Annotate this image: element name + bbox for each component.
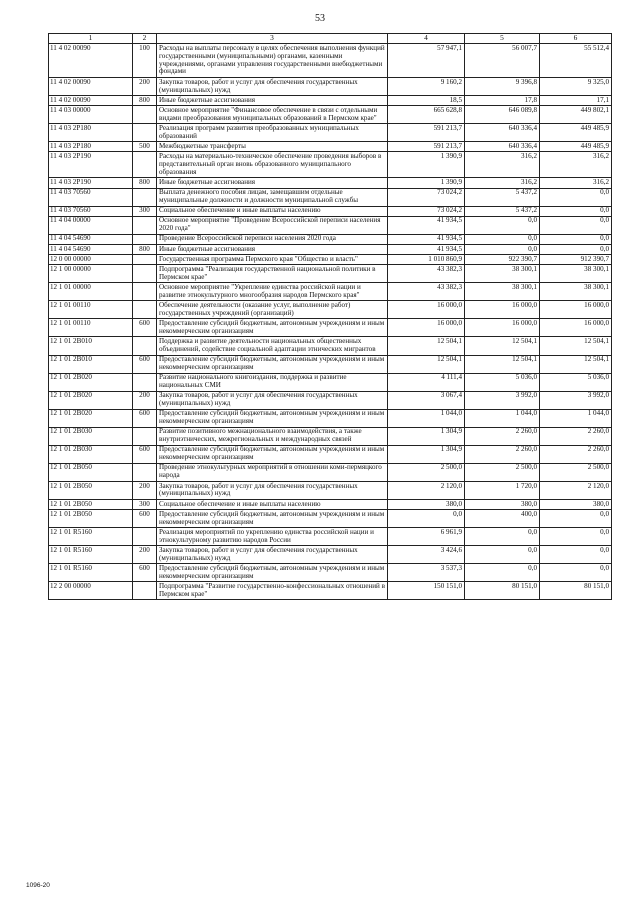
table-row <box>49 337 612 355</box>
table-row <box>49 106 612 124</box>
row-expense-type-cell: 600 <box>133 319 157 337</box>
row-name-cell: Поддержка и развитие деятельности национальных общественных объединений, содействие социальной адаптации этнических мигрантов <box>157 337 388 355</box>
header-cell-year2: 5 <box>465 34 540 44</box>
header-cell-year1: 4 <box>388 34 465 44</box>
row-value-year3-cell: 1 044,0 <box>540 409 612 427</box>
table-row <box>49 319 612 337</box>
row-code-cell: 12 1 01 2B030 <box>49 427 133 445</box>
row-name-cell: Закупка товаров, работ и услуг для обеспечения государственных (муниципальных) нужд <box>157 546 388 564</box>
row-value-year2-cell: 9 396,8 <box>465 78 540 96</box>
table-row <box>49 500 612 510</box>
row-code-cell: 12 1 01 R5160 <box>49 528 133 546</box>
row-value-year2-cell: 922 390,7 <box>465 255 540 265</box>
table-row <box>49 391 612 409</box>
row-expense-type-cell <box>133 124 157 142</box>
table-row <box>49 142 612 152</box>
row-value-year2-cell: 0,0 <box>465 528 540 546</box>
row-name-cell: Иные бюджетные ассигнования <box>157 244 388 254</box>
row-value-year3-cell: 912 390,7 <box>540 255 612 265</box>
row-name-cell: Иные бюджетные ассигнования <box>157 96 388 106</box>
row-value-year1-cell: 73 024,2 <box>388 188 465 206</box>
row-value-year1-cell: 41 934,5 <box>388 244 465 254</box>
row-value-year2-cell: 0,0 <box>465 216 540 234</box>
row-value-year1-cell: 1 010 860,9 <box>388 255 465 265</box>
row-value-year1-cell: 43 382,3 <box>388 283 465 301</box>
table-row <box>49 206 612 216</box>
row-expense-type-cell <box>133 234 157 244</box>
row-name-cell: Предоставление субсидий бюджетным, автономным учреждениям и иным некоммерческим организациям <box>157 445 388 463</box>
row-expense-type-cell <box>133 106 157 124</box>
row-expense-type-cell <box>133 337 157 355</box>
row-expense-type-cell <box>133 528 157 546</box>
header-cell-code: 1 <box>49 34 133 44</box>
row-value-year3-cell: 0,0 <box>540 188 612 206</box>
row-value-year2-cell: 5 437,2 <box>465 206 540 216</box>
row-value-year2-cell: 1 044,0 <box>465 409 540 427</box>
row-value-year1-cell: 1 390,9 <box>388 178 465 188</box>
row-name-cell: Проведение Всероссийской переписи населения 2020 года <box>157 234 388 244</box>
row-value-year2-cell: 0,0 <box>465 546 540 564</box>
row-code-cell: 11 4 03 00000 <box>49 106 133 124</box>
row-value-year3-cell: 12 504,1 <box>540 337 612 355</box>
table-row <box>49 510 612 528</box>
row-value-year1-cell: 9 160,2 <box>388 78 465 96</box>
row-value-year1-cell: 16 000,0 <box>388 319 465 337</box>
row-value-year1-cell: 16 000,0 <box>388 301 465 319</box>
table-row <box>49 546 612 564</box>
table-row <box>49 124 612 142</box>
row-value-year3-cell: 380,0 <box>540 500 612 510</box>
row-value-year3-cell: 316,2 <box>540 152 612 178</box>
header-cell-name: 3 <box>157 34 388 44</box>
row-expense-type-cell <box>133 301 157 319</box>
row-code-cell: 11 4 03 2P180 <box>49 142 133 152</box>
row-code-cell: 12 1 01 00000 <box>49 283 133 301</box>
row-name-cell: Социальное обеспечение и иные выплаты населению <box>157 206 388 216</box>
row-value-year2-cell: 2 500,0 <box>465 463 540 481</box>
row-code-cell: 11 4 02 00090 <box>49 96 133 106</box>
row-name-cell: Развитие позитивного межнационального взаимодействия, а также внутриэтнических, межрегиональных и международных связей <box>157 427 388 445</box>
row-value-year2-cell: 0,0 <box>465 244 540 254</box>
row-code-cell: 12 1 01 2B010 <box>49 337 133 355</box>
table-row <box>49 244 612 254</box>
row-expense-type-cell: 200 <box>133 546 157 564</box>
row-value-year2-cell: 3 992,0 <box>465 391 540 409</box>
row-value-year3-cell: 0,0 <box>540 546 612 564</box>
row-name-cell: Социальное обеспечение и иные выплаты населению <box>157 500 388 510</box>
row-code-cell: 11 4 03 70560 <box>49 206 133 216</box>
table-row <box>49 528 612 546</box>
row-value-year3-cell: 16 000,0 <box>540 301 612 319</box>
row-value-year2-cell: 2 260,0 <box>465 445 540 463</box>
row-code-cell: 11 4 03 2P180 <box>49 124 133 142</box>
row-value-year2-cell: 5 437,2 <box>465 188 540 206</box>
row-code-cell: 12 1 01 2B050 <box>49 463 133 481</box>
row-name-cell: Выплата денежного пособия лицам, замещавшим отдельные муниципальные должности и должности муниципальной службы <box>157 188 388 206</box>
row-code-cell: 11 4 04 54690 <box>49 244 133 254</box>
row-value-year3-cell: 0,0 <box>540 216 612 234</box>
row-expense-type-cell <box>133 188 157 206</box>
row-value-year2-cell: 16 000,0 <box>465 319 540 337</box>
row-value-year1-cell: 3 067,4 <box>388 391 465 409</box>
row-value-year3-cell: 5 036,0 <box>540 373 612 391</box>
row-value-year3-cell: 38 300,1 <box>540 283 612 301</box>
row-value-year2-cell: 316,2 <box>465 178 540 188</box>
row-code-cell: 12 1 01 2B050 <box>49 510 133 528</box>
row-value-year3-cell: 449 485,9 <box>540 124 612 142</box>
table-header-row <box>49 34 612 44</box>
row-name-cell: Подпрограмма "Развитие государственно-конфессиональных отношений в Пермском крае" <box>157 582 388 600</box>
row-code-cell: 12 1 01 R5160 <box>49 564 133 582</box>
row-expense-type-cell <box>133 255 157 265</box>
row-value-year3-cell: 316,2 <box>540 178 612 188</box>
row-value-year1-cell: 1 390,9 <box>388 152 465 178</box>
row-value-year3-cell: 55 512,4 <box>540 44 612 78</box>
row-value-year2-cell: 380,0 <box>465 500 540 510</box>
row-expense-type-cell <box>133 582 157 600</box>
row-value-year2-cell: 17,8 <box>465 96 540 106</box>
row-value-year1-cell: 0,0 <box>388 510 465 528</box>
row-value-year1-cell: 41 934,5 <box>388 234 465 244</box>
row-name-cell: Закупка товаров, работ и услуг для обеспечения государственных (муниципальных) нужд <box>157 78 388 96</box>
row-value-year1-cell: 6 961,9 <box>388 528 465 546</box>
table-row <box>49 265 612 283</box>
row-code-cell: 12 1 01 00110 <box>49 319 133 337</box>
row-value-year2-cell: 5 036,0 <box>465 373 540 391</box>
row-expense-type-cell <box>133 265 157 283</box>
table-row <box>49 44 612 78</box>
row-value-year3-cell: 17,1 <box>540 96 612 106</box>
row-expense-type-cell: 600 <box>133 445 157 463</box>
table-row <box>49 355 612 373</box>
row-name-cell: Реализация мероприятий по укреплению единства российской нации и этнокультурному развитию народов России <box>157 528 388 546</box>
row-expense-type-cell <box>133 427 157 445</box>
row-name-cell: Предоставление субсидий бюджетным, автономным учреждениям и иным некоммерческим организациям <box>157 409 388 427</box>
row-code-cell: 11 4 04 00000 <box>49 216 133 234</box>
row-name-cell: Закупка товаров, работ и услуг для обеспечения государственных (муниципальных) нужд <box>157 391 388 409</box>
table-row <box>49 234 612 244</box>
row-expense-type-cell: 200 <box>133 391 157 409</box>
row-code-cell: 11 4 03 2P190 <box>49 178 133 188</box>
row-name-cell: Государственная программа Пермского края "Общество и власть" <box>157 255 388 265</box>
row-code-cell: 11 4 03 70560 <box>49 188 133 206</box>
row-code-cell: 11 4 02 00090 <box>49 44 133 78</box>
row-value-year3-cell: 2 260,0 <box>540 445 612 463</box>
row-code-cell: 12 1 01 2B050 <box>49 481 133 499</box>
row-value-year1-cell: 12 504,1 <box>388 337 465 355</box>
row-expense-type-cell: 200 <box>133 481 157 499</box>
row-value-year1-cell: 73 024,2 <box>388 206 465 216</box>
row-value-year1-cell: 591 213,7 <box>388 142 465 152</box>
row-name-cell: Подпрограмма "Реализация государственной национальной политики в Пермском крае" <box>157 265 388 283</box>
row-expense-type-cell <box>133 463 157 481</box>
row-name-cell: Предоставление субсидий бюджетным, автономным учреждениям и иным некоммерческим организациям <box>157 510 388 528</box>
row-value-year3-cell: 449 802,1 <box>540 106 612 124</box>
table-row <box>49 427 612 445</box>
row-name-cell: Основное мероприятие "Финансовое обеспечение в связи с отдельными видами преобразования муниципальных образований в Пермском крае" <box>157 106 388 124</box>
header-cell-year3: 6 <box>540 34 612 44</box>
row-value-year3-cell: 9 325,0 <box>540 78 612 96</box>
table-row <box>49 96 612 106</box>
row-code-cell: 12 1 01 2B050 <box>49 500 133 510</box>
table-row <box>49 78 612 96</box>
row-value-year1-cell: 2 120,0 <box>388 481 465 499</box>
row-code-cell: 12 1 01 2B020 <box>49 391 133 409</box>
row-value-year2-cell: 0,0 <box>465 234 540 244</box>
row-value-year3-cell: 0,0 <box>540 206 612 216</box>
row-expense-type-cell: 600 <box>133 564 157 582</box>
header-cell-vr: 2 <box>133 34 157 44</box>
row-value-year3-cell: 0,0 <box>540 528 612 546</box>
row-value-year2-cell: 646 089,8 <box>465 106 540 124</box>
row-value-year2-cell: 80 151,0 <box>465 582 540 600</box>
row-expense-type-cell <box>133 283 157 301</box>
row-value-year3-cell: 449 485,9 <box>540 142 612 152</box>
budget-table <box>48 33 612 600</box>
row-name-cell: Расходы на материально-техническое обеспечение проведения выборов в представительный орган вновь образованного муниципального образования <box>157 152 388 178</box>
row-expense-type-cell: 600 <box>133 510 157 528</box>
row-value-year2-cell: 38 300,1 <box>465 283 540 301</box>
row-value-year3-cell: 0,0 <box>540 510 612 528</box>
row-name-cell: Развитие национального книгоиздания, поддержка и развитие национальных СМИ <box>157 373 388 391</box>
row-expense-type-cell: 800 <box>133 244 157 254</box>
row-value-year1-cell: 4 111,4 <box>388 373 465 391</box>
table-row <box>49 283 612 301</box>
row-expense-type-cell: 100 <box>133 44 157 78</box>
row-value-year1-cell: 1 304,9 <box>388 445 465 463</box>
row-name-cell: Обеспечение деятельности (оказание услуг, выполнение работ) государственных учреждений (организаций) <box>157 301 388 319</box>
row-expense-type-cell: 800 <box>133 96 157 106</box>
row-value-year1-cell: 57 947,1 <box>388 44 465 78</box>
row-expense-type-cell: 500 <box>133 142 157 152</box>
row-value-year1-cell: 3 537,3 <box>388 564 465 582</box>
row-value-year2-cell: 38 300,1 <box>465 265 540 283</box>
row-value-year2-cell: 0,0 <box>465 564 540 582</box>
row-code-cell: 11 4 04 54690 <box>49 234 133 244</box>
row-value-year3-cell: 0,0 <box>540 564 612 582</box>
footer-document-code: 1096-20 <box>26 882 50 889</box>
row-value-year3-cell: 16 000,0 <box>540 319 612 337</box>
row-value-year3-cell: 2 120,0 <box>540 481 612 499</box>
table-row <box>49 152 612 178</box>
page-number: 53 <box>315 13 325 24</box>
row-value-year2-cell: 16 000,0 <box>465 301 540 319</box>
row-name-cell: Иные бюджетные ассигнования <box>157 178 388 188</box>
row-value-year2-cell: 316,2 <box>465 152 540 178</box>
row-name-cell: Реализация программ развития преобразованных муниципальных образований <box>157 124 388 142</box>
row-code-cell: 12 1 01 2B020 <box>49 373 133 391</box>
row-value-year3-cell: 0,0 <box>540 234 612 244</box>
row-value-year1-cell: 150 151,0 <box>388 582 465 600</box>
row-value-year3-cell: 80 151,0 <box>540 582 612 600</box>
row-code-cell: 12 1 01 2B020 <box>49 409 133 427</box>
row-expense-type-cell: 600 <box>133 409 157 427</box>
row-value-year3-cell: 3 992,0 <box>540 391 612 409</box>
row-value-year1-cell: 43 382,3 <box>388 265 465 283</box>
row-value-year3-cell: 38 300,1 <box>540 265 612 283</box>
row-name-cell: Расходы на выплаты персоналу в целях обеспечения выполнения функций государственными (муниципальными) органами, казенными учреждениями, органами управления государственными внебюджетными фондами <box>157 44 388 78</box>
row-code-cell: 12 1 01 2B010 <box>49 355 133 373</box>
row-value-year1-cell: 12 504,1 <box>388 355 465 373</box>
row-code-cell: 12 1 01 R5160 <box>49 546 133 564</box>
row-value-year1-cell: 1 044,0 <box>388 409 465 427</box>
table-row <box>49 445 612 463</box>
row-value-year2-cell: 1 720,0 <box>465 481 540 499</box>
row-expense-type-cell <box>133 373 157 391</box>
row-name-cell: Предоставление субсидий бюджетным, автономным учреждениям и иным некоммерческим организациям <box>157 564 388 582</box>
row-value-year2-cell: 2 260,0 <box>465 427 540 445</box>
row-expense-type-cell: 300 <box>133 500 157 510</box>
table-row <box>49 373 612 391</box>
table-row <box>49 564 612 582</box>
row-value-year2-cell: 56 007,7 <box>465 44 540 78</box>
row-value-year2-cell: 640 336,4 <box>465 142 540 152</box>
row-code-cell: 12 1 01 2B030 <box>49 445 133 463</box>
row-name-cell: Предоставление субсидий бюджетным, автономным учреждениям и иным некоммерческим организациям <box>157 355 388 373</box>
row-code-cell: 12 2 00 00000 <box>49 582 133 600</box>
table-row <box>49 301 612 319</box>
row-value-year1-cell: 3 424,6 <box>388 546 465 564</box>
row-expense-type-cell: 800 <box>133 178 157 188</box>
table-row <box>49 463 612 481</box>
row-value-year2-cell: 400,0 <box>465 510 540 528</box>
row-value-year1-cell: 2 500,0 <box>388 463 465 481</box>
table-row <box>49 216 612 234</box>
row-name-cell: Проведение этнокультурных мероприятий в отношении коми-пермяцкого народа <box>157 463 388 481</box>
row-value-year1-cell: 665 628,8 <box>388 106 465 124</box>
row-value-year1-cell: 1 304,9 <box>388 427 465 445</box>
row-code-cell: 12 0 00 00000 <box>49 255 133 265</box>
row-code-cell: 11 4 02 00090 <box>49 78 133 96</box>
row-expense-type-cell: 600 <box>133 355 157 373</box>
row-value-year3-cell: 2 500,0 <box>540 463 612 481</box>
row-expense-type-cell <box>133 216 157 234</box>
row-value-year1-cell: 380,0 <box>388 500 465 510</box>
table-row <box>49 481 612 499</box>
table-row <box>49 188 612 206</box>
table-row <box>49 178 612 188</box>
table-row <box>49 582 612 600</box>
table-body <box>49 44 612 600</box>
row-value-year3-cell: 0,0 <box>540 244 612 254</box>
row-code-cell: 11 4 03 2P190 <box>49 152 133 178</box>
row-code-cell: 12 1 01 00110 <box>49 301 133 319</box>
row-value-year3-cell: 2 260,0 <box>540 427 612 445</box>
table-row <box>49 409 612 427</box>
row-name-cell: Закупка товаров, работ и услуг для обеспечения государственных (муниципальных) нужд <box>157 481 388 499</box>
row-name-cell: Предоставление субсидий бюджетным, автономным учреждениям и иным некоммерческим организациям <box>157 319 388 337</box>
row-expense-type-cell: 300 <box>133 206 157 216</box>
row-name-cell: Межбюджетные трансферты <box>157 142 388 152</box>
row-value-year2-cell: 12 504,1 <box>465 337 540 355</box>
row-value-year2-cell: 640 336,4 <box>465 124 540 142</box>
row-value-year2-cell: 12 504,1 <box>465 355 540 373</box>
row-code-cell: 12 1 00 00000 <box>49 265 133 283</box>
row-expense-type-cell <box>133 152 157 178</box>
row-name-cell: Основное мероприятие "Укрепление единства российской нации и развитие этнокультурного многообразия народов Пермского края" <box>157 283 388 301</box>
row-value-year1-cell: 18,5 <box>388 96 465 106</box>
row-value-year1-cell: 591 213,7 <box>388 124 465 142</box>
row-expense-type-cell: 200 <box>133 78 157 96</box>
table-row <box>49 255 612 265</box>
row-name-cell: Основное мероприятие "Проведение Всероссийской переписи населения 2020 года" <box>157 216 388 234</box>
row-value-year1-cell: 41 934,5 <box>388 216 465 234</box>
row-value-year3-cell: 12 504,1 <box>540 355 612 373</box>
